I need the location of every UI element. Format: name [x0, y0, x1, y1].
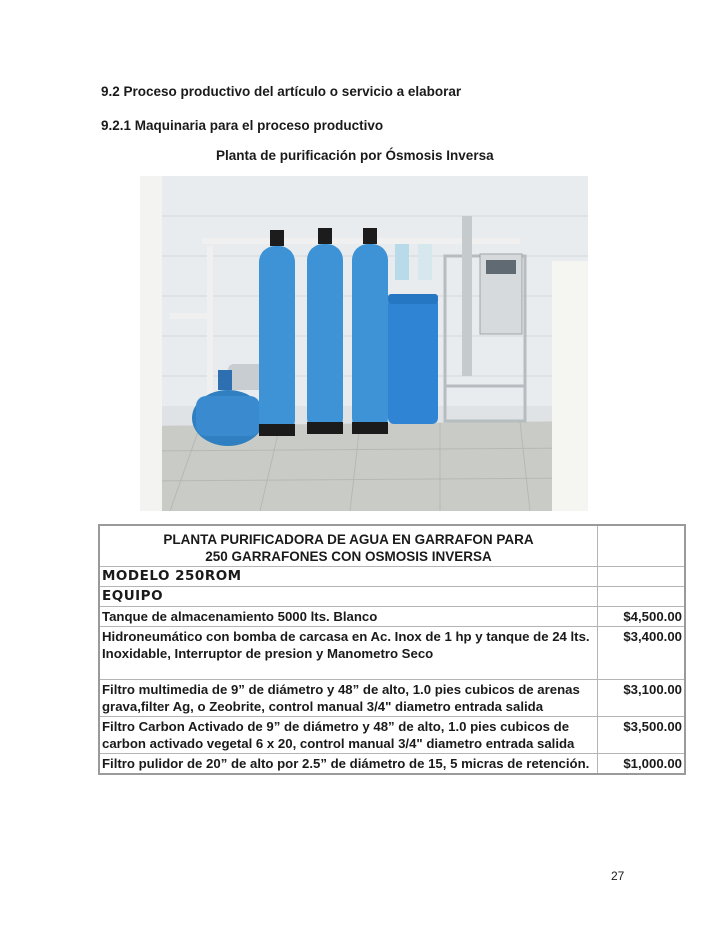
- table-title-line-1: PLANTA PURIFICADORA DE AGUA EN GARRAFON PARA: [163, 532, 534, 547]
- purification-plant-photo: [140, 176, 588, 511]
- equipment-header-row: [99, 587, 685, 607]
- table-title-line-2: 250 GARRAFONES CON OSMOSIS INVERSA: [205, 549, 492, 564]
- item-description: Tanque de almacenamiento 5000 lts. Blanco: [99, 607, 598, 627]
- model-row: [99, 567, 685, 587]
- item-description: Filtro multimedia de 9” de diámetro y 48” de alto, 1.0 pies cubicos de arenas grava,filter Ag, o Zeobrite, control manual 3/4" diametro entrada salida: [99, 680, 598, 717]
- section-heading: 9.2 Proceso productivo del artículo o servicio a elaborar: [101, 84, 462, 99]
- item-price: $4,500.00: [598, 607, 686, 627]
- table-row: [99, 717, 685, 754]
- table-row: [99, 680, 685, 717]
- equipment-label: EQUIPO: [99, 587, 598, 607]
- item-description: Hidroneumático con bomba de carcasa en Ac. Inox de 1 hp y tanque de 24 lts. Inoxidable, Interruptor de presion y Manometro Seco: [99, 627, 598, 680]
- empty-price-cell: [598, 587, 686, 607]
- item-description: Filtro Carbon Activado de 9” de diámetro y 48” de alto, 1.0 pies cubicos de carbon activado vegetal 6 x 20, control manual 3/4" diametro entrada salida: [99, 717, 598, 754]
- item-price: $3,400.00: [598, 627, 686, 680]
- item-price: $1,000.00: [598, 754, 686, 775]
- subsection-heading: 9.2.1 Maquinaria para el proceso productivo: [101, 118, 384, 133]
- figure-caption: Planta de purificación por Ósmosis Inversa: [216, 148, 494, 163]
- empty-price-cell: [598, 525, 686, 567]
- empty-price-cell: [598, 567, 686, 587]
- model-label: MODELO 250ROM: [99, 567, 598, 587]
- equipment-price-table: [98, 524, 686, 775]
- table-row: [99, 607, 685, 627]
- table-title-row: [99, 525, 685, 567]
- table-row: [99, 627, 685, 680]
- page-number: 27: [611, 869, 625, 883]
- table-title: [99, 525, 598, 567]
- item-price: $3,100.00: [598, 680, 686, 717]
- item-price: $3,500.00: [598, 717, 686, 754]
- item-description: Filtro pulidor de 20” de alto por 2.5” de diámetro de 15, 5 micras de retención.: [99, 754, 598, 775]
- table-row: [99, 754, 685, 775]
